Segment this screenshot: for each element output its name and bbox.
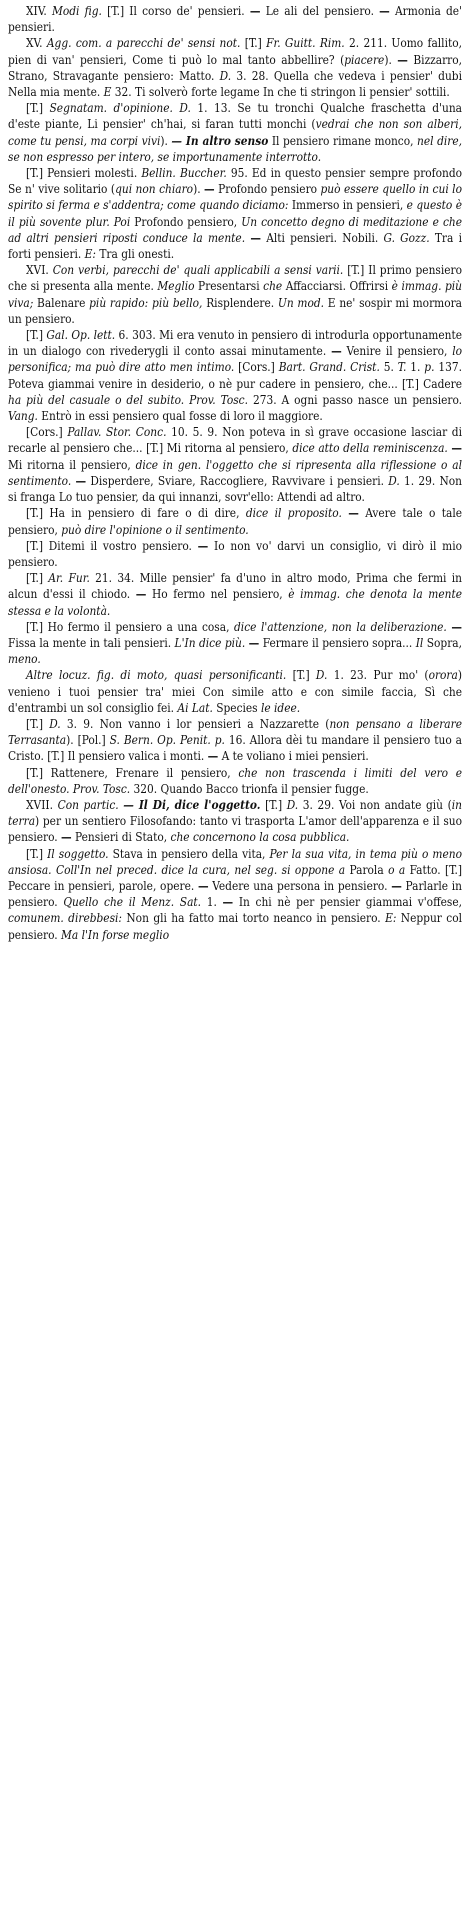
body-text: Alti pensieri. Nobili. — [260, 230, 384, 245]
emphasized-text: qui non chiaro — [115, 182, 194, 197]
body-text: 1. 13. Se tu tronchi Qualche fraschetta d'una d'este piante, Li pensier' ch'hai, si faran tutti monchi ( — [8, 101, 462, 132]
body-text: Affacciarsi. Offrirsi — [282, 279, 392, 294]
entry-paragraph — [8, 846, 462, 943]
body-text: Io non vo' darvi un consiglio, vi dirò il mio pensiero. — [8, 538, 463, 569]
emphasized-text: — — [61, 830, 72, 845]
emphasized-text: che — [263, 279, 283, 294]
entry-paragraph — [8, 716, 462, 765]
body-text: 137. Poteva giammai venire in desiderio, o nè pur cadere in pensiero, che... [T.] Cadere — [8, 360, 462, 391]
emphasized-text: più bello, — [152, 295, 203, 310]
emphasized-text: è immag. che denota la mente stessa e la volontà. — [8, 587, 462, 618]
emphasized-text: E: — [84, 247, 96, 262]
body-text: Disperdere, Sviare, Raccogliere, Ravvivare i pensieri. — [86, 473, 389, 488]
body-text: Stava in pensiero della vita, — [108, 846, 270, 861]
body-text: ) per un sentiero Filosofando: tanto vi trasporta L'amor dell'apparenza e il suo pensiero. — [8, 814, 462, 845]
emphasized-text: Bart. Grand. Crist. — [278, 360, 380, 375]
emphasized-text: — — [451, 619, 463, 634]
body-text: Profondo pensiero, — [130, 214, 242, 229]
body-text: Immerso in pensieri, — [288, 198, 407, 213]
body-text: [T.] Pensieri molesti. — [26, 166, 142, 181]
emphasized-text: dice in gen. l'oggetto che si ripresenta alla riflessione o al sentimento. — [8, 457, 462, 488]
body-text: Tra i forti pensieri. — [8, 230, 462, 262]
emphasized-text: D. — [388, 473, 400, 488]
body-text: [T.] — [26, 716, 50, 731]
emphasized-text: piacere — [344, 52, 385, 67]
body-text: [T.] — [240, 36, 267, 51]
emphasized-text: D. — [315, 668, 328, 683]
body-text: Mi ritorna il pensiero, — [8, 457, 136, 472]
body-text: Non gli ha fatto mai torto neanco in pensiero. — [122, 911, 386, 926]
entry-paragraph — [8, 570, 462, 619]
body-text: XVII. — [26, 797, 58, 812]
body-text: XV. — [26, 36, 47, 51]
emphasized-text: — — [204, 182, 215, 197]
emphasized-text: — — [391, 878, 402, 893]
emphasized-text: E — [103, 85, 112, 100]
body-text: [T.] Rattenere, Frenare il pensiero, — [26, 765, 239, 780]
body-text: 95. Ed in questo pensier sempre profondo Se n' vive solitario ( — [8, 166, 463, 197]
body-text: Fermare il pensiero sopra... — [259, 635, 416, 650]
entry-paragraph — [8, 619, 462, 668]
body-text: Species — [212, 700, 261, 715]
emphasized-text: Altre locuz. fig. di moto, quasi personificanti. — [26, 668, 287, 683]
emphasized-text: in terra — [8, 797, 462, 829]
emphasized-text: S. Bern. Op. Penit. p. — [109, 733, 225, 748]
emphasized-text: G. Gozz. — [383, 230, 430, 245]
body-text: Bizzarro, Strano, Stravagante pensiero: Matto. — [8, 52, 462, 83]
entry-paragraph — [8, 424, 462, 505]
emphasized-text: dice atto della reminiscenza. — [292, 441, 448, 456]
emphasized-text: Vang. — [8, 409, 38, 424]
body-text: XIV. — [26, 4, 52, 18]
body-text: Fatto. [T.] Peccare in pensieri, parole, opere. — [8, 862, 462, 893]
body-text: 273. A ogni passo nasce un pensiero. — [247, 392, 462, 407]
emphasized-text: Il — [415, 635, 424, 650]
body-text: 1. 23. Pur mo' ( — [327, 668, 429, 683]
emphasized-text: o a — [388, 862, 406, 877]
body-text: [T.] Il corso de' pensieri. — [101, 4, 250, 18]
emphasized-text: — — [207, 749, 219, 764]
body-text: 16. Allora dèi tu mandare il pensiero tuo a Cristo. [T.] Il pensiero valica i monti. — [8, 733, 462, 764]
body-text: [Cors.] — [234, 360, 279, 375]
body-text: 320. Quando Bacco trionfa il pensier fugge. — [130, 781, 369, 796]
entry-paragraph — [8, 262, 462, 327]
emphasized-text: — — [249, 4, 261, 18]
body-text: Venire il pensiero, — [341, 344, 453, 359]
body-text: 21. 34. Mille pensier' fa d'uno in altro modo, Prima che fermi in alcun d'essi il chiodo. — [8, 571, 462, 602]
emphasized-text: è immag. più viva; — [8, 279, 463, 310]
emphasized-text: Un mod. — [277, 295, 325, 310]
entry-paragraph — [8, 100, 462, 165]
emphasized-text: Con partic. — [57, 797, 119, 812]
emphasized-text: — Il Di, dice l'oggetto. — [123, 797, 261, 812]
body-text: 10. 5. 9. Non poteva in sì grave occasione lasciar di recarle al pensiero che... [T.] Mi ritorna al pensiero, — [8, 425, 462, 456]
emphasized-text: e questo è il più sovente plur. Poi — [8, 198, 462, 229]
body-text: ). — [384, 52, 398, 67]
emphasized-text: Coll'In nel preced. dice la cura, nel seg. si oppone a — [55, 862, 346, 877]
emphasized-text: ha più del casuale o del subito. Prov. Tosc. — [8, 392, 248, 407]
body-text: Parola — [345, 862, 389, 877]
body-text: [T.] Ha in pensiero di fare o di dire, — [26, 506, 246, 521]
emphasized-text: lo personifica; ma può dire atto men intimo. — [8, 344, 462, 375]
emphasized-text: L'In dice più. — [174, 635, 246, 650]
emphasized-text: p. — [424, 360, 435, 375]
body-text: Neppur col pensiero. — [8, 911, 462, 942]
body-text: 32. Ti solverò forte legame In che ti stringon li pensier' sottili. — [111, 85, 450, 100]
emphasized-text: D. — [286, 797, 299, 812]
body-text: Sopra, — [423, 635, 462, 650]
emphasized-text: — — [348, 506, 359, 521]
emphasized-text: Agg. com. a parecchi de' sensi not. — [46, 36, 241, 51]
emphasized-text: — — [250, 230, 261, 245]
emphasized-text: Bellin. Buccher. — [141, 166, 227, 181]
emphasized-text: — — [222, 895, 234, 910]
entry-paragraph — [8, 505, 462, 537]
emphasized-text: — — [75, 473, 87, 488]
body-text: ). — [160, 133, 172, 148]
emphasized-text: D. — [49, 716, 61, 731]
body-text: 3. 28. Quella che vedeva i pensier' dubi Nella mia mente. — [8, 68, 462, 100]
emphasized-text: non pensano a liberare Terrasanta — [8, 716, 462, 748]
emphasized-text: D. — [219, 68, 232, 83]
body-text: 1. — [201, 895, 223, 910]
body-text: ). [Pol.] — [66, 733, 110, 748]
emphasized-text: nel dire, se non espresso per intero, se importunamente interrotto. — [8, 133, 463, 164]
emphasized-text: meno. — [8, 652, 41, 667]
body-text: Fissa la mente in tali pensieri. — [8, 635, 175, 650]
emphasized-text: Per la sua vita, in tema più o meno ansiosa. — [8, 846, 463, 877]
body-text: 5. — [379, 360, 398, 375]
entry-paragraph — [8, 765, 462, 797]
emphasized-text: comunem. direbbesi: — [8, 911, 122, 926]
emphasized-text: vedrai che non son alberi, come tu pensi, ma corpi vivi — [8, 117, 462, 148]
body-text: [T.] — [26, 101, 50, 116]
emphasized-text: Meglio — [157, 279, 195, 294]
emphasized-text: Ar. Fur. — [48, 571, 90, 586]
body-text: [T.] Ditemi il vostro pensiero. — [26, 538, 198, 553]
body-text: In chi nè per pensier giammai v'offese, — [233, 895, 462, 910]
emphasized-text: — In altro senso — [171, 133, 269, 148]
emphasized-text: — — [197, 538, 209, 553]
entry-paragraph — [8, 3, 462, 35]
emphasized-text: — — [331, 344, 342, 359]
emphasized-text: più rapido: — [89, 295, 149, 310]
emphasized-text: dice il proposito. — [245, 506, 342, 521]
emphasized-text: orora — [428, 668, 458, 683]
body-text: 1. 29. Non si franga Lo tuo pensier, da qui innanzi, sovr'ello: Attendi ad altro. — [8, 473, 462, 505]
body-text: A te voliano i miei pensieri. — [218, 749, 369, 764]
body-text: Armonia de' pensieri. — [8, 4, 462, 35]
emphasized-text: le idee. — [261, 700, 301, 715]
emphasized-text: che concernono la cosa pubblica. — [170, 830, 350, 845]
body-text: Il pensiero rimane monco, — [268, 133, 418, 148]
emphasized-text: — — [135, 587, 147, 602]
body-text: Balenare — [33, 295, 90, 310]
emphasized-text: Segnatam. d'opinione. D. — [49, 101, 191, 116]
emphasized-text: Ma l'In forse meglio — [61, 927, 170, 942]
body-text: Le ali del pensiero. — [260, 4, 380, 18]
body-text: 6. 303. Mi era venuto in pensiero di introdurla opportunamente in un dialogo con rivederygli il conto assai minutamente. — [8, 328, 462, 359]
body-text: [T.] — [26, 846, 48, 861]
body-text: [Cors.] — [26, 425, 68, 440]
entry-paragraph — [8, 538, 462, 570]
emphasized-text: Modi fig. — [51, 4, 102, 18]
emphasized-text: — — [248, 635, 260, 650]
entry-paragraph — [8, 165, 462, 262]
body-text: [T.] — [260, 797, 287, 812]
body-text: 3. 9. Non vanno i lor pensieri a Nazzarette ( — [60, 716, 330, 731]
emphasized-text: Gal. Op. lett. — [46, 328, 116, 343]
body-text: [T.] — [26, 571, 49, 586]
entry-paragraph — [8, 667, 462, 716]
body-text: 2. 211. Uomo fallito, pien di van' pensieri, Come ti può lo mal tanto abbellire? ( — [8, 36, 462, 67]
emphasized-text: — — [451, 441, 462, 456]
emphasized-text: Il soggetto. — [47, 846, 109, 861]
body-text: Ho fermo nel pensiero, — [146, 587, 289, 602]
body-text: [T.] — [26, 328, 47, 343]
body-text: Profondo pensiero — [214, 182, 321, 197]
emphasized-text: che non trascenda i limiti del vero e dell'onesto. Prov. Tosc. — [8, 765, 462, 796]
emphasized-text: Un concetto degno di meditazione e che ad altri pensieri riposti conduce la mente. — [8, 214, 463, 245]
emphasized-text: Pallav. Stor. Conc. — [67, 425, 167, 440]
emphasized-text: dice l'attenzione, non la deliberazione. — [234, 619, 447, 634]
emphasized-text: T. — [397, 360, 407, 375]
body-text: Risplendere. — [202, 295, 278, 310]
body-text: [T.] Il primo pensiero che si presenta alla mente. — [8, 263, 462, 294]
body-text: Presentarsi — [194, 279, 264, 294]
body-text: [T.] — [286, 668, 316, 683]
entry-paragraph — [8, 797, 462, 846]
emphasized-text: può dire l'opinione o il sentimento. — [61, 522, 249, 537]
emphasized-text: può essere quello in cui lo spirito si ferma e s'addentra; come quando diciamo: — [8, 182, 462, 213]
body-text: Tra gli onesti. — [95, 247, 175, 262]
body-text: Vedere una persona in pensiero. — [208, 878, 392, 893]
emphasized-text: Con verbi, parecchi de' quali applicabili a sensi varii. — [52, 263, 344, 278]
body-text: Pensieri di Stato, — [71, 830, 171, 845]
emphasized-text: Quello che il Menz. Sat. — [63, 895, 202, 910]
body-text: E ne' sospir mi mormora un pensiero. — [8, 295, 462, 326]
emphasized-text: — — [397, 52, 408, 67]
body-text: Avere tale o tale pensiero, — [8, 506, 462, 537]
body-text: [T.] Ho fermo il pensiero a una cosa, — [26, 619, 235, 634]
emphasized-text: — — [379, 4, 390, 18]
body-text: 3. 29. Voi non andate giù ( — [298, 797, 452, 812]
body-text: ) venieno i tuoi pensier tra' miei Con simile atto e con simile faccia, Sì che d'entrambi un sol consiglio fei. — [8, 668, 462, 715]
entry-paragraph — [8, 327, 462, 424]
emphasized-text: Fr. Guitt. Rim. — [266, 36, 345, 51]
emphasized-text: Ai Lat. — [177, 700, 213, 715]
body-text: Entrò in essi pensiero qual fosse di loro il maggiore. — [37, 409, 323, 424]
body-text: ). — [193, 182, 205, 197]
body-text: Parlarle in pensiero. — [8, 878, 462, 910]
entry-paragraph — [8, 35, 462, 100]
emphasized-text: — — [197, 878, 209, 893]
body-text: XVI. — [26, 263, 53, 278]
body-text: 1. — [406, 360, 425, 375]
emphasized-text: E: — [385, 911, 397, 926]
